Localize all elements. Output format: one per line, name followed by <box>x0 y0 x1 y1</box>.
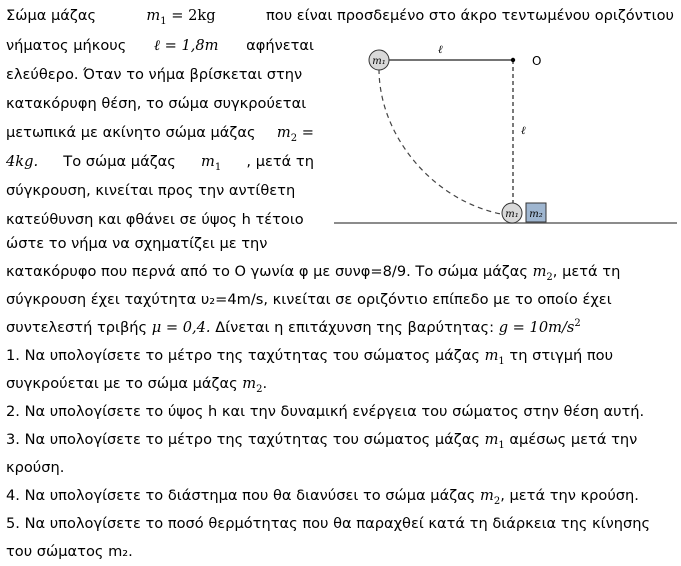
intro-1a: Σώμα μάζας <box>6 7 97 24</box>
question-5-line-2: του σώματος m₂. <box>6 543 133 560</box>
ball-m1-start-label: m₁ <box>372 56 386 67</box>
problem-line-12: συντελεστή τριβής μ = 0,4. Δίνεται η επιτάχυνση της βαρύτητας: $g = 10m/s^2$ <box>6 318 581 336</box>
problem-line-2 <box>6 36 314 56</box>
m2-value: 4kg. <box>6 153 39 170</box>
problem-line-3: ελεύθερο. Όταν το νήμα βρίσκεται στην <box>6 66 303 83</box>
mu-equation: μ = 0,4. <box>151 319 211 336</box>
question-4: 4. Να υπολογίσετε το διάστημα που θα διανύσει το σώμα μάζας $m_2$, μετά την κρούση. <box>6 487 639 507</box>
question-3-line-2: κρούση. <box>6 459 65 476</box>
m1-symbol: $m_1$ <box>484 431 505 451</box>
m1-symbol: $m_1$ <box>484 347 505 367</box>
m2-equation: $m_2$ = <box>276 124 314 144</box>
problem-line-1 <box>6 6 674 26</box>
problem-line-5 <box>6 123 314 143</box>
swing-path <box>379 69 501 214</box>
question-3-line-1: 3. Να υπολογίσετε το μέτρο της ταχύτητας του σώματος μάζας $m_1$ αμέσως μετά την <box>6 431 638 451</box>
pivot-label: O <box>532 54 542 68</box>
problem-line-11: σύγκρουση έχει ταχύτητα υ₂=4m/s, κινείται σε οριζόντιο επίπεδο με το οποίο έχει <box>6 291 612 308</box>
intro-2a: νήματος μήκους <box>6 37 127 54</box>
intro-2b: αφήνεται <box>246 37 314 54</box>
m2-symbol: $m_2$ <box>532 263 553 283</box>
length-label-side: ℓ <box>521 124 526 137</box>
problem-line-10: κατακόρυφο που περνά από το O γωνία φ με συνφ=8/9. Το σώμα μάζας $m_2$, μετά τη <box>6 263 621 283</box>
intro-1b: που είναι προσδεμένο στο άκρο τεντωμένου οριζόντιου <box>266 7 674 24</box>
question-1-line-2: συγκρούεται με το σώμα μάζας $m_2$. <box>6 375 268 395</box>
pendulum-diagram <box>330 40 681 230</box>
ball-m1-bottom-label: m₁ <box>505 209 519 220</box>
intro-5a: μετωπικά με ακίνητο σώμα μάζας <box>6 124 256 141</box>
pivot-point <box>511 58 515 62</box>
length-label-top: ℓ <box>438 43 443 56</box>
intro-6c: , μετά τη <box>246 153 314 170</box>
m2-symbol: $m_2$ <box>479 487 501 507</box>
intro-6b: Το σώμα μάζας <box>63 153 176 170</box>
block-m2-label: m₂ <box>529 209 543 220</box>
problem-line-8: κατεύθυνση και φθάνει σε ύψος h τέτοιο <box>6 211 304 228</box>
m1-equation: $m_1 = 2kg$ <box>146 7 216 27</box>
problem-line-7: σύγκρουση, κινείται προς την αντίθετη <box>6 182 296 199</box>
question-2: 2. Να υπολογίσετε το ύψος h και την δυναμική ενέργεια του σώματος στην θέση αυτή. <box>6 403 645 420</box>
problem-line-9: ώστε το νήμα να σχηματίζει με την <box>6 235 268 252</box>
m1-symbol: $m_1$ <box>201 153 222 173</box>
question-1-line-1: 1. Να υπολογίσετε το μέτρο της ταχύτητας του σώματος μάζας $m_1$ τη στιγμή που <box>6 347 614 367</box>
problem-line-4: κατακόρυφη θέση, το σώμα συγκρούεται <box>6 95 307 112</box>
problem-line-6 <box>6 152 314 172</box>
m2-symbol: $m_2$ <box>242 375 263 395</box>
g-equation: $g = 10m/s^2$ <box>498 318 581 336</box>
length-equation: ℓ = 1,8m <box>153 37 219 54</box>
question-5-line-1: 5. Να υπολογίσετε το ποσό θερμότητας που θα παραχθεί κατά τη διάρκεια της κίνησης <box>6 515 651 532</box>
